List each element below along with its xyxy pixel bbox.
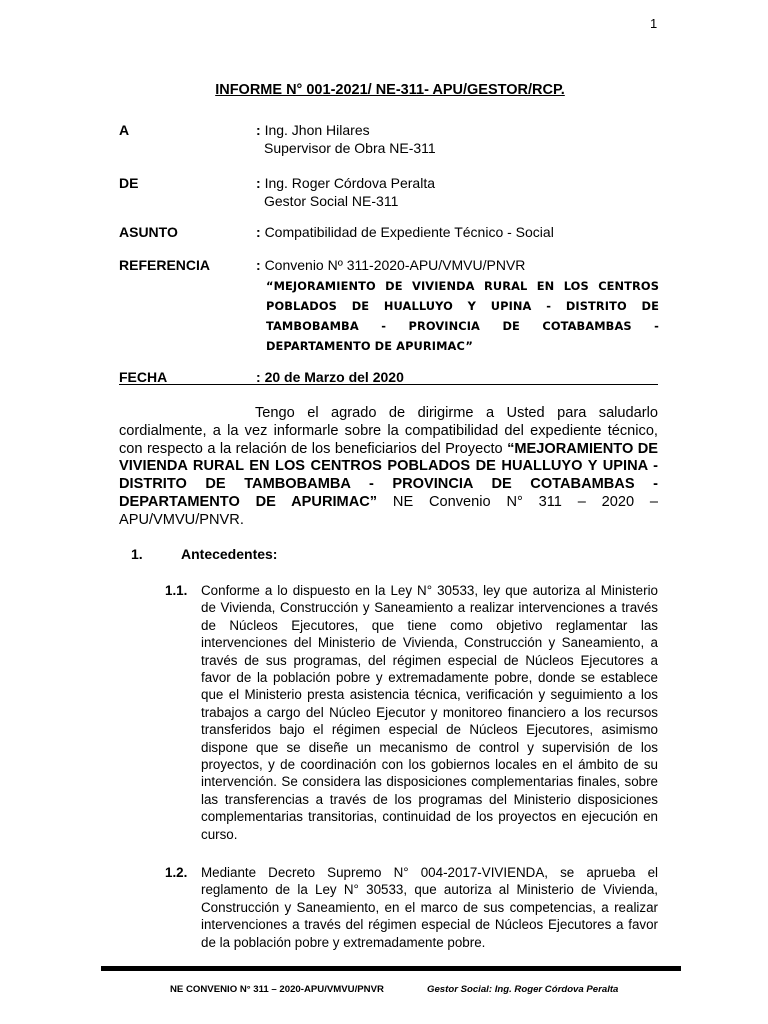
document-title: INFORME N° 001-2021/ NE-311- APU/GESTOR/RCP.: [215, 82, 565, 98]
footer-author: Gestor Social: Ing. Roger Córdova Peralta: [427, 984, 619, 995]
section-number: 1.: [131, 546, 143, 562]
header-to-name: Ing. Jhon Hilares: [264, 122, 370, 138]
paragraph-text: Mediante Decreto Supremo N° 004-2017-VIVIENDA, se aprueba el reglamento de la Ley N° 30533, que autoriza al Ministerio de Vivienda, Construcción y Saneamiento, en el marco de sus competencias, a realizar intervenciones a través del régimen especial de Núcleos Ejecutores a favor de la población pobre y extremadamente pobre.: [201, 865, 658, 950]
header-from-role: Gestor Social NE-311: [264, 193, 399, 209]
header-divider: [119, 384, 658, 385]
header-subject-label: ASUNTO: [119, 224, 178, 240]
page-number: 1: [650, 16, 658, 31]
header-to-role: Supervisor de Obra NE-311: [264, 140, 436, 156]
header-from-label: DE: [119, 175, 139, 191]
footer-rule: [101, 966, 681, 971]
header-to-label: A: [119, 122, 130, 138]
paragraph-number: 1.2.: [165, 865, 188, 880]
header-reference-project: “MEJORAMIENTO DE VIVIENDA RURAL EN LOS CENTROS POBLADOS DE HUALLUYO Y UPINA - DISTRITO DE TAMBOBAMBA - PROVINCIA DE COTABAMBAS - DEPARTAMENTO DE APURIMAC”: [266, 279, 659, 353]
intro-text: Tengo el agrado de dirigirme a Usted para saludarlo cordialmente, a la vez informarle sobre la compatibilidad del expediente técnico, con respecto a la relación de los beneficiarios del Proyecto: [119, 405, 658, 457]
header-date-label: FECHA: [119, 369, 168, 385]
paragraph-1-1: [165, 582, 658, 843]
section-title: Antecedentes:: [181, 546, 278, 562]
header-subject-value: Compatibilidad de Expediente Técnico - Social: [264, 224, 554, 240]
intro-project-name: “MEJORAMIENTO DE VIVIENDA RURAL EN LOS CENTROS POBLADOS DE HUALLUYO Y UPINA - DISTRITO DE TAMBOBAMBA - PROVINCIA DE COTABAMBAS - DEPARTAMENTO DE APURIMAC”: [119, 440, 658, 510]
paragraph-text: Conforme a lo dispuesto en la Ley N° 30533, ley que autoriza al Ministerio de Vivienda, Construcción y Saneamiento a realizar intervenciones a través de Núcleos Ejecutores, que tiene como objetivo reglamentar las intervenciones del Ministerio de Vivienda, Construcción y Saneamiento, a través de sus programas, del régimen especial de Núcleos Ejecutores a favor de la población pobre y extremadamente pobre, donde se establece que el Ministerio presta asistencia técnica, verificación y seguimiento a los trabajos a cargo del Núcleo Ejecutor y monitoreo financiero a los recursos transferidos bajo el régimen especial de Núcleos Ejecutores, asimismo dispone que se diseñe un mecanismo de control y supervisión de los proyectos, y de coordinación con los gobiernos locales en el ámbito de su intervención. Se considera las disposiciones complementarias finales, sobre las transferencias a través de los programas del Ministerio disposiciones complementarias transitorias, continuidad de los proyectos en ejecución en curso.: [201, 583, 658, 842]
intro-text-end: NE Convenio N° 311 – 2020 – APU/VMVU/PNVR.: [119, 493, 658, 528]
header-date-value: 20 de Marzo del 2020: [264, 369, 404, 385]
paragraph-1-2: [165, 864, 658, 951]
header-from-name: Ing. Roger Córdova Peralta: [264, 175, 435, 191]
header-reference-value: Convenio Nº 311-2020-APU/VMVU/PNVR: [264, 257, 526, 273]
header-reference-label: REFERENCIA: [119, 257, 211, 273]
footer-convenio: NE CONVENIO N° 311 – 2020-APU/VMVU/PNVR: [170, 984, 384, 995]
intro-paragraph: [119, 405, 658, 530]
section-heading: [131, 546, 277, 562]
paragraph-number: 1.1.: [165, 583, 188, 598]
